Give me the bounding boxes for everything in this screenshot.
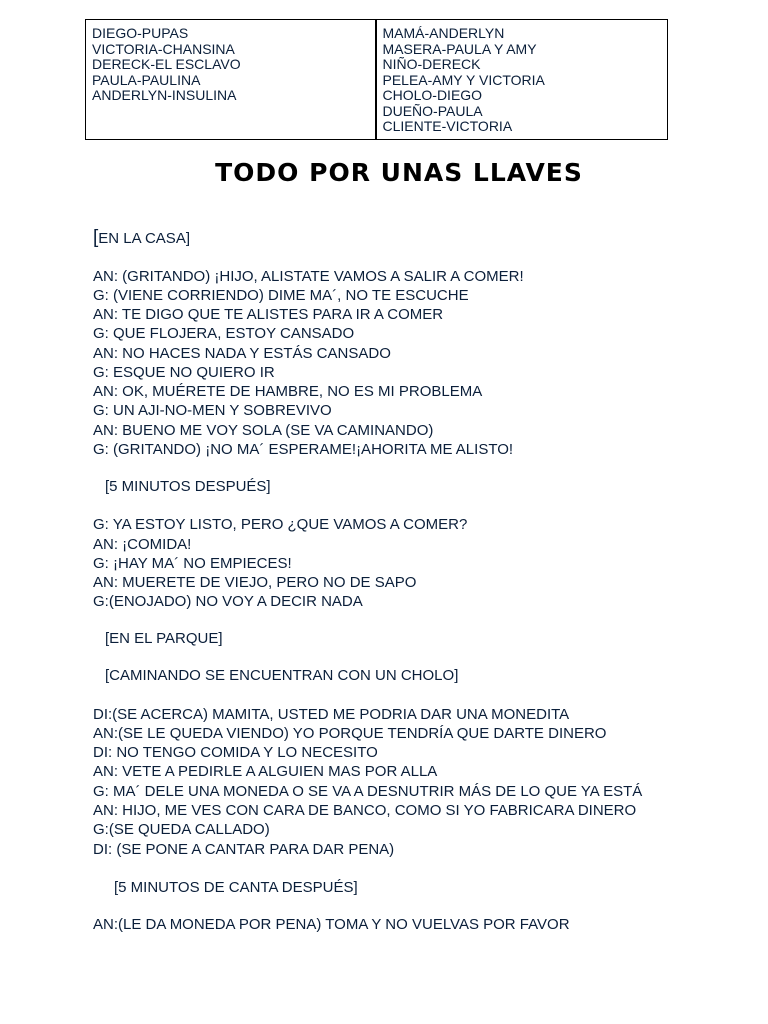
- stage-note: [5 MINUTOS DE CANTA DESPUÉS]: [114, 879, 358, 896]
- cast-column-right: [377, 20, 668, 139]
- stage-note: [5 MINUTOS DESPUÉS]: [105, 478, 271, 495]
- cast-entry: CLIENTE-VICTORIA: [382, 118, 513, 134]
- scene-bracket: [: [93, 227, 99, 248]
- cast-entry: DIEGO-PUPAS: [92, 25, 189, 41]
- cast-entry: VICTORIA-CHANSINA: [92, 40, 235, 57]
- dialogue-line: G: (VIENE CORRIENDO) DIME MA´, NO TE ESCUCHE: [93, 287, 469, 304]
- dialogue-line: G: MA´ DELE UNA MONEDA O SE VA A DESNUTRIR MÁS DE LO QUE YA ESTÁ: [93, 783, 643, 800]
- dialogue-line: G: QUE FLOJERA, ESTOY CANSADO: [93, 325, 355, 342]
- dialogue-line: G: (GRITANDO) ¡NO MA´ ESPERAME!¡AHORITA ME ALISTO!: [93, 441, 514, 458]
- dialogue-line: AN:(LE DA MONEDA POR PENA) TOMA Y NO VUELVAS POR FAVOR: [93, 916, 570, 933]
- dialogue-line: AN: VETE A PEDIRLE A ALGUIEN MAS POR ALLA: [93, 763, 438, 780]
- cast-entry: MASERA-PAULA Y AMY: [382, 40, 537, 57]
- stage-note: [EN EL PARQUE]: [105, 630, 223, 647]
- dialogue-line: DI:(SE ACERCA) MAMITA, USTED ME PODRIA DAR UNA MONEDITA: [93, 706, 570, 723]
- dialogue-line: AN: NO HACES NADA Y ESTÁS CANSADO: [93, 345, 391, 362]
- dialogue-line: AN: HIJO, ME VES CON CARA DE BANCO, COMO SI YO FABRICARA DINERO: [93, 802, 637, 819]
- dialogue-line: DI: (SE PONE A CANTAR PARA DAR PENA): [93, 841, 395, 858]
- cast-table: [85, 19, 668, 140]
- dialogue-line: G:(ENOJADO) NO VOY A DECIR NADA: [93, 593, 363, 610]
- dialogue-line: AN: TE DIGO QUE TE ALISTES PARA IR A COMER: [93, 306, 444, 323]
- dialogue-line: G:(SE QUEDA CALLADO): [93, 821, 270, 838]
- cast-entry: PAULA-PAULINA: [92, 71, 201, 88]
- cast-entry: DERECK-EL ESCLAVO: [92, 56, 241, 72]
- dialogue-line: AN: BUENO ME VOY SOLA (SE VA CAMINANDO): [93, 422, 434, 439]
- cast-entry: MAMÁ-ANDERLYN: [382, 25, 505, 41]
- dialogue-line: AN: OK, MUÉRETE DE HAMBRE, NO ES MI PROBLEMA: [93, 383, 483, 400]
- scene-label: EN LA CASA]: [98, 230, 190, 247]
- dialogue-line: AN: MUERETE DE VIEJO, PERO NO DE SAPO: [93, 574, 417, 591]
- dialogue-line: G: UN AJI-NO-MEN Y SOBREVIVO: [93, 402, 332, 419]
- dialogue-line: G: YA ESTOY LISTO, PERO ¿QUE VAMOS A COMER?: [93, 516, 468, 533]
- cast-column-left: [86, 20, 377, 139]
- cast-entry: PELEA-AMY Y VICTORIA: [382, 71, 545, 88]
- dialogue-line: G: ¡HAY MA´ NO EMPIECES!: [93, 555, 292, 572]
- dialogue-line: G: ESQUE NO QUIERO IR: [93, 364, 275, 381]
- cast-entry: NIÑO-DERECK: [382, 56, 481, 72]
- stage-note: [CAMINANDO SE ENCUENTRAN CON UN CHOLO]: [105, 667, 459, 684]
- scene-heading: [93, 227, 190, 249]
- page-title: TODO POR UNAS LLAVES: [215, 158, 583, 187]
- cast-entry: CHOLO-DIEGO: [382, 87, 483, 103]
- dialogue-line: AN: ¡COMIDA!: [93, 536, 192, 553]
- dialogue-line: AN:(SE LE QUEDA VIENDO) YO PORQUE TENDRÍA QUE DARTE DINERO: [93, 725, 607, 742]
- cast-entry: DUEÑO-PAULA: [382, 102, 483, 119]
- dialogue-line: DI: NO TENGO COMIDA Y LO NECESITO: [93, 744, 378, 761]
- cast-entry: ANDERLYN-INSULINA: [92, 87, 237, 103]
- dialogue-line: AN: (GRITANDO) ¡HIJO, ALISTATE VAMOS A SALIR A COMER!: [93, 268, 524, 285]
